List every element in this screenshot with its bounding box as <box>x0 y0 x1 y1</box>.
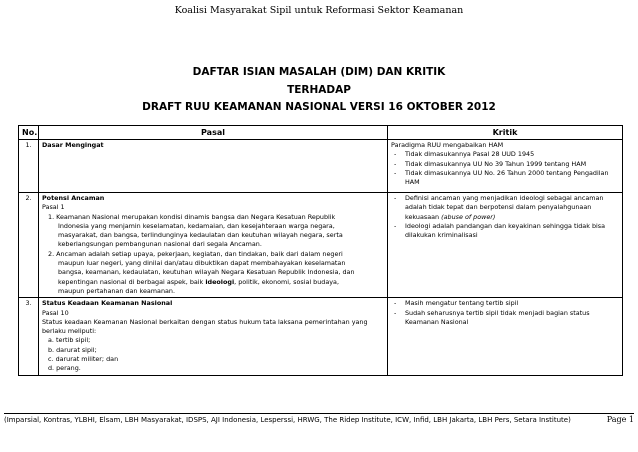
pasal-cell <box>39 298 388 375</box>
page-footer <box>4 413 634 424</box>
ideologi-highlight: ideologi <box>205 277 235 286</box>
kritik-cell <box>388 298 623 375</box>
kritik-cell <box>388 193 623 298</box>
pasal-title: Status Keadaan Keamanan Nasional <box>42 299 173 308</box>
page-number: Page 1 <box>606 415 634 424</box>
pasal-text: a. tertib sipil; <box>48 336 91 345</box>
header-pasal: Pasal <box>39 126 388 140</box>
document-subtitle: TERHADAP <box>287 84 351 96</box>
row-number: 3. <box>19 298 39 375</box>
abuse-of-power-text: (abuse of power) <box>441 212 496 221</box>
pasal-cell <box>39 140 388 193</box>
pasal-text: maupun luar negeri, yang dinilai dan/atau dibuktikan dapat membahayakan keselamatan <box>58 259 346 268</box>
pasal-text: keberlangsungan pembangunan nasional dari segala Ancaman. <box>58 240 262 249</box>
table-row <box>19 193 623 298</box>
kritik-item: - Masih mengatur tentang tertib sipil <box>394 299 519 308</box>
pasal-text: b. darurat sipil; <box>48 345 97 354</box>
pasal-title: Potensi Ancaman <box>42 194 105 202</box>
kritik-item: - Tidak dimasukannya UU No. 26 Tahun 2000 tentang Pengadilan HAM <box>394 168 609 187</box>
header-kritik: Kritik <box>388 126 623 140</box>
kritik-item: - Ideologi adalah pandangan dan keyakinan sehingga tidak bisa dilakukan kriminalisasi <box>394 221 606 240</box>
pasal-text: maupun pertahanan dan keamanan. <box>58 286 175 295</box>
footer-organizations: (Imparsial, Kontras, YLBHI, Elsam, LBH Masyarakat, IDSPS, AJI Indonesia, Lesperssi, HRWG, The Ridep Institute, ICW, Infid, LBH Jakarta, LBH Pers, Setara Institute) <box>4 416 571 424</box>
kritik-item: - Tidak dimasukannya UU No 39 Tahun 1999 tentang HAM <box>394 159 587 168</box>
pasal-text: c. darurat militer; dan <box>48 355 119 364</box>
pasal-title: Dasar Mengingat <box>42 141 104 149</box>
document-title: DAFTAR ISIAN MASALAH (DIM) DAN KRITIK <box>192 66 446 78</box>
table-header-row <box>19 126 623 140</box>
pasal-text: masyarakat, dan bangsa, terlindunginya kedaulatan dan keutuhan wilayah negara, serta <box>58 231 343 240</box>
document-heading: DRAFT RUU KEAMANAN NASIONAL VERSI 16 OKTOBER 2012 <box>142 101 496 113</box>
pasal-number: Pasal 10 <box>42 308 69 317</box>
kritik-item: - Definisi ancaman yang menjadikan ideologi sebagai ancaman adalah tidak tepat dan berpotensi dalam penyalahgunaan kekuasaan (abuse of power) <box>394 194 604 221</box>
kritik-item: - Tidak dimasukannya Pasal 28 UUD 1945 <box>394 150 535 159</box>
kritik-intro: Paradigma RUU mengabaikan HAM <box>391 141 504 149</box>
pasal-text: berlaku meliputi: <box>42 327 97 336</box>
table-row <box>19 140 623 193</box>
dim-table <box>18 125 623 376</box>
document-header: Koalisi Masyarakat Sipil untuk Reformasi Sektor Keamanan <box>174 5 464 16</box>
pasal-number: Pasal 1 <box>42 203 65 212</box>
pasal-cell <box>39 193 388 298</box>
header-no: No. <box>19 126 39 140</box>
row-number: 2. <box>19 193 39 298</box>
table-row <box>19 298 623 375</box>
pasal-text: Status keadaan Keamanan Nasional berkaitan dengan status hukum tata laksana pemerintahan yang <box>42 317 368 326</box>
pasal-text: Indonesia yang menjamin keselamatan, kedamaian, dan kesejahteraan warga negara, <box>58 221 335 230</box>
kritik-cell <box>388 140 623 193</box>
pasal-text: 2. Ancaman adalah setiap upaya, pekerjaan, kegiatan, dan tindakan, baik dari dalam negeri <box>48 249 343 258</box>
row-number: 1. <box>19 140 39 193</box>
pasal-text: 1. Keamanan Nasional merupakan kondisi dinamis bangsa dan Negara Kesatuan Republik <box>48 212 336 221</box>
kritik-item: - Sudah seharusnya tertib sipil tidak menjadi bagian status Keamanan Nasional <box>394 308 590 326</box>
pasal-text: bangsa, keamanan, kedaulatan, keutuhan wilayah Negara Kesatuan Republik Indonesia, dan <box>58 268 355 277</box>
pasal-text: kepentingan nasional di berbagai aspek, baik ideologi, politik, ekonomi, sosial budaya, <box>58 277 339 286</box>
pasal-text: d. perang. <box>48 364 81 373</box>
